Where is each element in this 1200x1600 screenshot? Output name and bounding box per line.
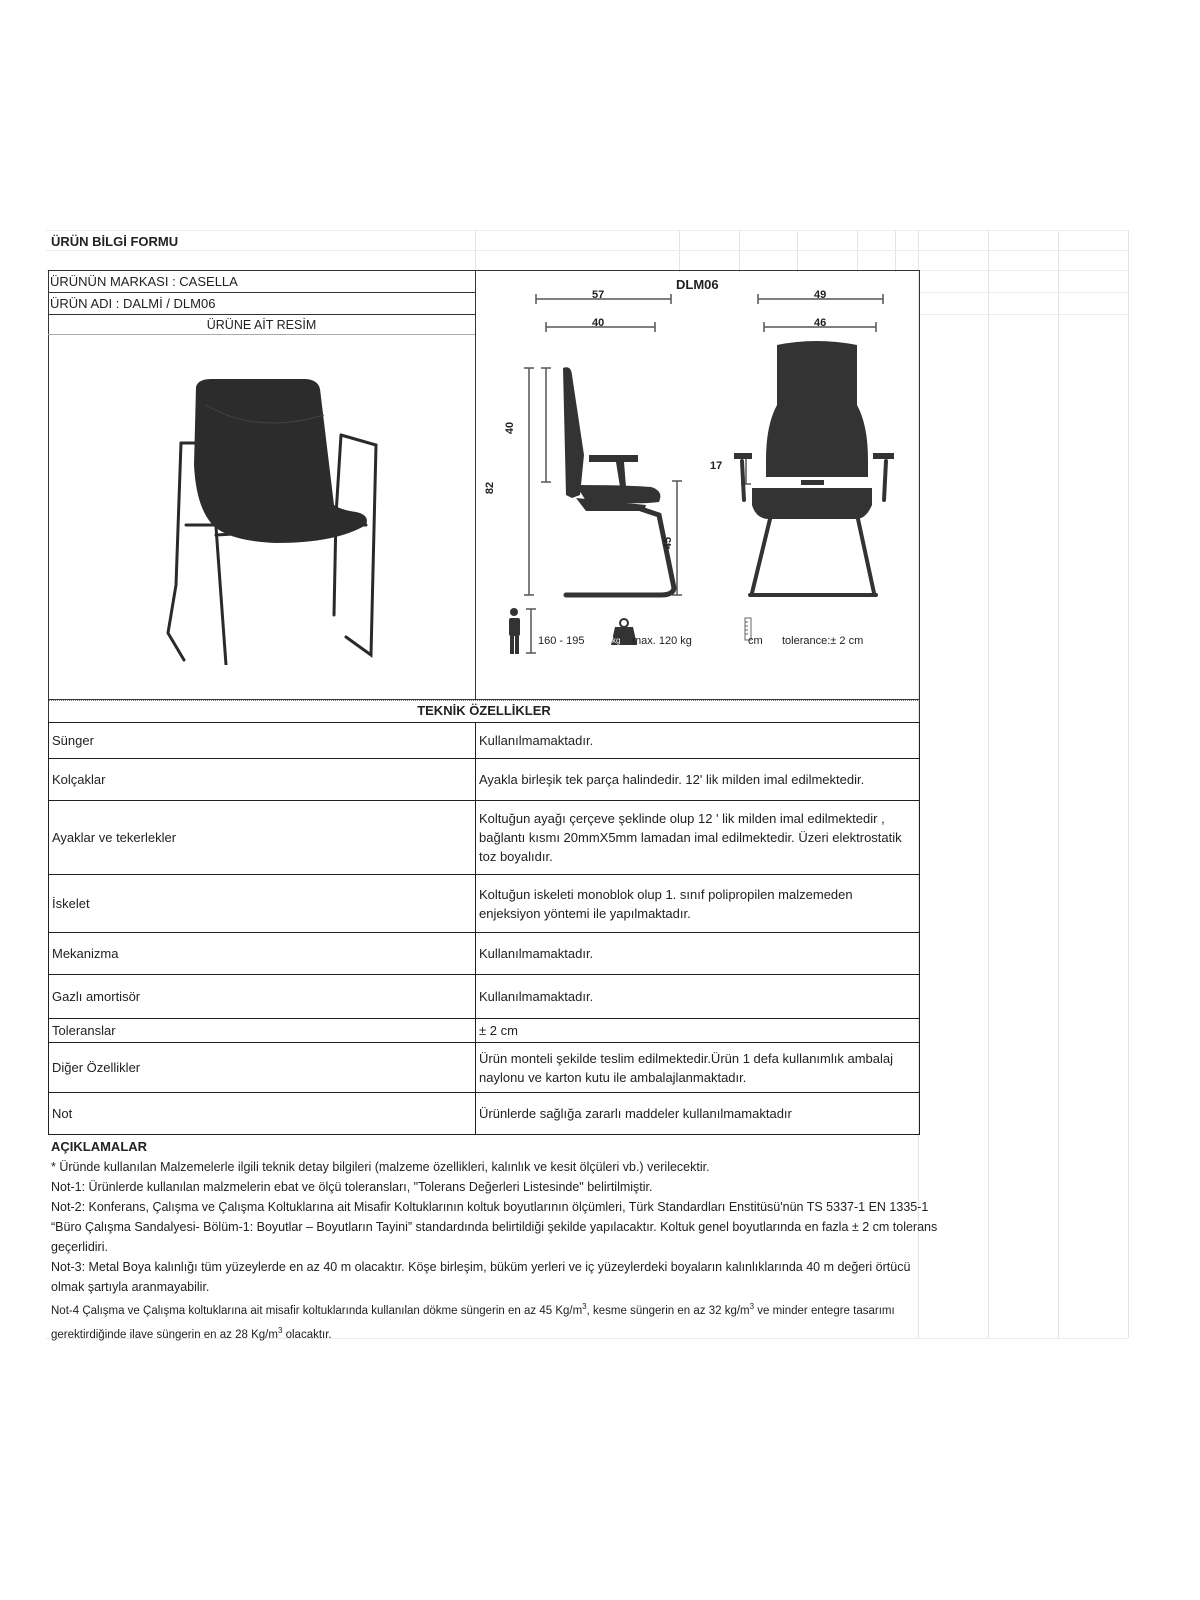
spec-value: Ürün monteli şekilde teslim edilmektedir.Ürün 1 defa kullanımlık ambalaj naylonu ve karton kutu ile ambalajlanmaktadır. (476, 1043, 920, 1093)
dim-front-inner: 46 (814, 317, 827, 329)
spec-label: Diğer Özellikler (49, 1043, 476, 1093)
superscript: 3 (749, 1302, 755, 1311)
spec-label: Kolçaklar (49, 759, 476, 801)
spec-label: Ayaklar ve tekerlekler (49, 801, 476, 875)
note-2: Not-2: Konferans, Çalışma ve Çalışma Koltuklarına ait Misafir Koltuklarının koltuk boyutlarının ölçümleri, Türk Standardları Enstitüsü'nün TS 5337-1 EN 1335-1 “Büro Çalışma Sandalyesi- Bölüm-1: Boyutlar – Boyutların Tayini” standardında belirtildiği şekilde yapılacaktır. Koltuk genel boyutlarında en fazla ± 2 cm tolerans geçerlidiri. (51, 1200, 938, 1254)
spec-row (49, 933, 920, 975)
seat-shell (194, 379, 367, 543)
product-name-line: ÜRÜN ADI : DALMİ / DLM06 (50, 296, 216, 311)
unit-label: cm (748, 635, 763, 647)
spec-value: ± 2 cm (476, 1019, 920, 1043)
spec-row (49, 1019, 920, 1043)
spec-row (49, 975, 920, 1019)
spec-label: Not (49, 1093, 476, 1135)
spec-value: Ürünlerde sağlığa zararlı maddeler kullanılmamaktadır (476, 1093, 920, 1135)
image-header: ÜRÜNE AİT RESİM (206, 318, 317, 332)
spec-label: İskelet (49, 875, 476, 933)
specs-table (48, 722, 920, 1135)
spec-value: Ayakla birleşik tek parça halindedir. 12' lik milden imal edilmektedir. (476, 759, 920, 801)
grid-line (918, 292, 1128, 293)
product-info-sheet (46, 230, 1170, 1368)
spec-value: Kullanılmamaktadır. (476, 975, 920, 1019)
grid-line (918, 314, 1128, 315)
dim-side-inner: 40 (592, 317, 605, 329)
kg-badge: kg (612, 636, 621, 645)
spec-row (49, 759, 920, 801)
user-height-range: 160 - 195 (538, 635, 585, 647)
max-load: max. 120 kg (632, 635, 692, 647)
note-3: Not-3: Metal Boya kalınlığı tüm yüzeylerde en az 40 m olacaktır. Köşe birleşim, büküm yerleri ve iç yüzeylerdeki boyaların kalınlıklarında 40 m değeri örtücü olmak şartıyla aranmayabilir. (51, 1260, 911, 1294)
dim-seat-height: 45 (662, 536, 675, 550)
grid-line (857, 230, 858, 272)
model-code: DLM06 (676, 277, 719, 292)
spec-row (49, 1093, 920, 1135)
product-photo (156, 375, 386, 665)
brand-line: ÜRÜNÜN MARKASI : CASELLA (50, 274, 238, 289)
tolerance-label: tolerance:± 2 cm (782, 635, 864, 647)
spec-row (49, 801, 920, 875)
spec-row (49, 723, 920, 759)
spec-row (49, 1043, 920, 1093)
row-divider (48, 292, 475, 293)
note-4 (51, 1297, 946, 1345)
spec-row (49, 875, 920, 933)
dim-arm-height: 17 (710, 460, 723, 472)
grid-line (797, 230, 798, 272)
side-view-chair (563, 367, 660, 511)
grid-line (739, 230, 740, 272)
spec-value: Koltuğun iskeleti monoblok olup 1. sınıf polipropilen malzemeden enjeksiyon yöntemi ile yapılmaktadır. (476, 875, 920, 933)
spec-label: Sünger (49, 723, 476, 759)
dim-front-outer: 49 (814, 289, 827, 301)
superscript: 3 (582, 1302, 587, 1311)
form-title: ÜRÜN BİLGİ FORMU (51, 234, 179, 249)
superscript: 3 (277, 1325, 283, 1335)
spec-label: Toleranslar (49, 1019, 476, 1043)
dim-side-outer: 57 (592, 289, 605, 301)
grid-line (46, 230, 1128, 231)
dimension-drawing (476, 275, 920, 675)
dim-back-height: 40 (504, 421, 517, 435)
grid-line (1058, 230, 1059, 1338)
grid-line (1128, 230, 1129, 1338)
notes-title: AÇIKLAMALAR (51, 1139, 148, 1154)
note-4-part: , kesme süngerin en az 32 kg/m (586, 1304, 750, 1317)
note-1: Not-1: Ürünlerde kullanılan malzmelerin ebat ve ölçü toleransları, "Tolerans Değerleri Listesinde" belirtilmiştir. (51, 1180, 653, 1194)
grid-line (988, 230, 989, 1338)
note-4-part: Not-4 Çalışma ve Çalışma koltuklarına ait misafir koltuklarında kullanılan dökme süngerin en az 45 Kg/m (51, 1304, 583, 1317)
dim-total-height: 82 (484, 481, 497, 495)
spec-label: Gazlı amortisör (49, 975, 476, 1019)
grid-line (895, 230, 896, 272)
grid-line (475, 230, 476, 272)
spec-value: Koltuğun ayağı çerçeve şeklinde olup 12 ' lik milden imal edilmektedir , bağlantı kısmı 20mmX5mm lamadan imal edilmektedir. Üzeri elektrostatik toz boyalıdır. (476, 801, 920, 875)
note-4-part: ve minder entegre tasarımı gerektirdiğinde ilave süngerin en az 28 Kg/m (51, 1304, 895, 1341)
person-icon (509, 608, 520, 654)
grid-line (46, 250, 1128, 251)
grid-line (679, 230, 680, 272)
spec-value: Kullanılmamaktadır. (476, 933, 920, 975)
notes-section (51, 1137, 946, 1345)
note-4-part: olacaktır. (282, 1328, 332, 1341)
front-view-chair (734, 341, 894, 519)
spec-value: Kullanılmamaktadır. (476, 723, 920, 759)
note-star: * Üründe kullanılan Malzemelerle ilgili teknik detay bilgileri (malzeme özellikleri, kalınlık ve kesit ölçüleri vb.) verilecektir. (51, 1160, 710, 1174)
spec-label: Mekanizma (49, 933, 476, 975)
specs-title: TEKNİK ÖZELLİKLER (48, 700, 920, 722)
